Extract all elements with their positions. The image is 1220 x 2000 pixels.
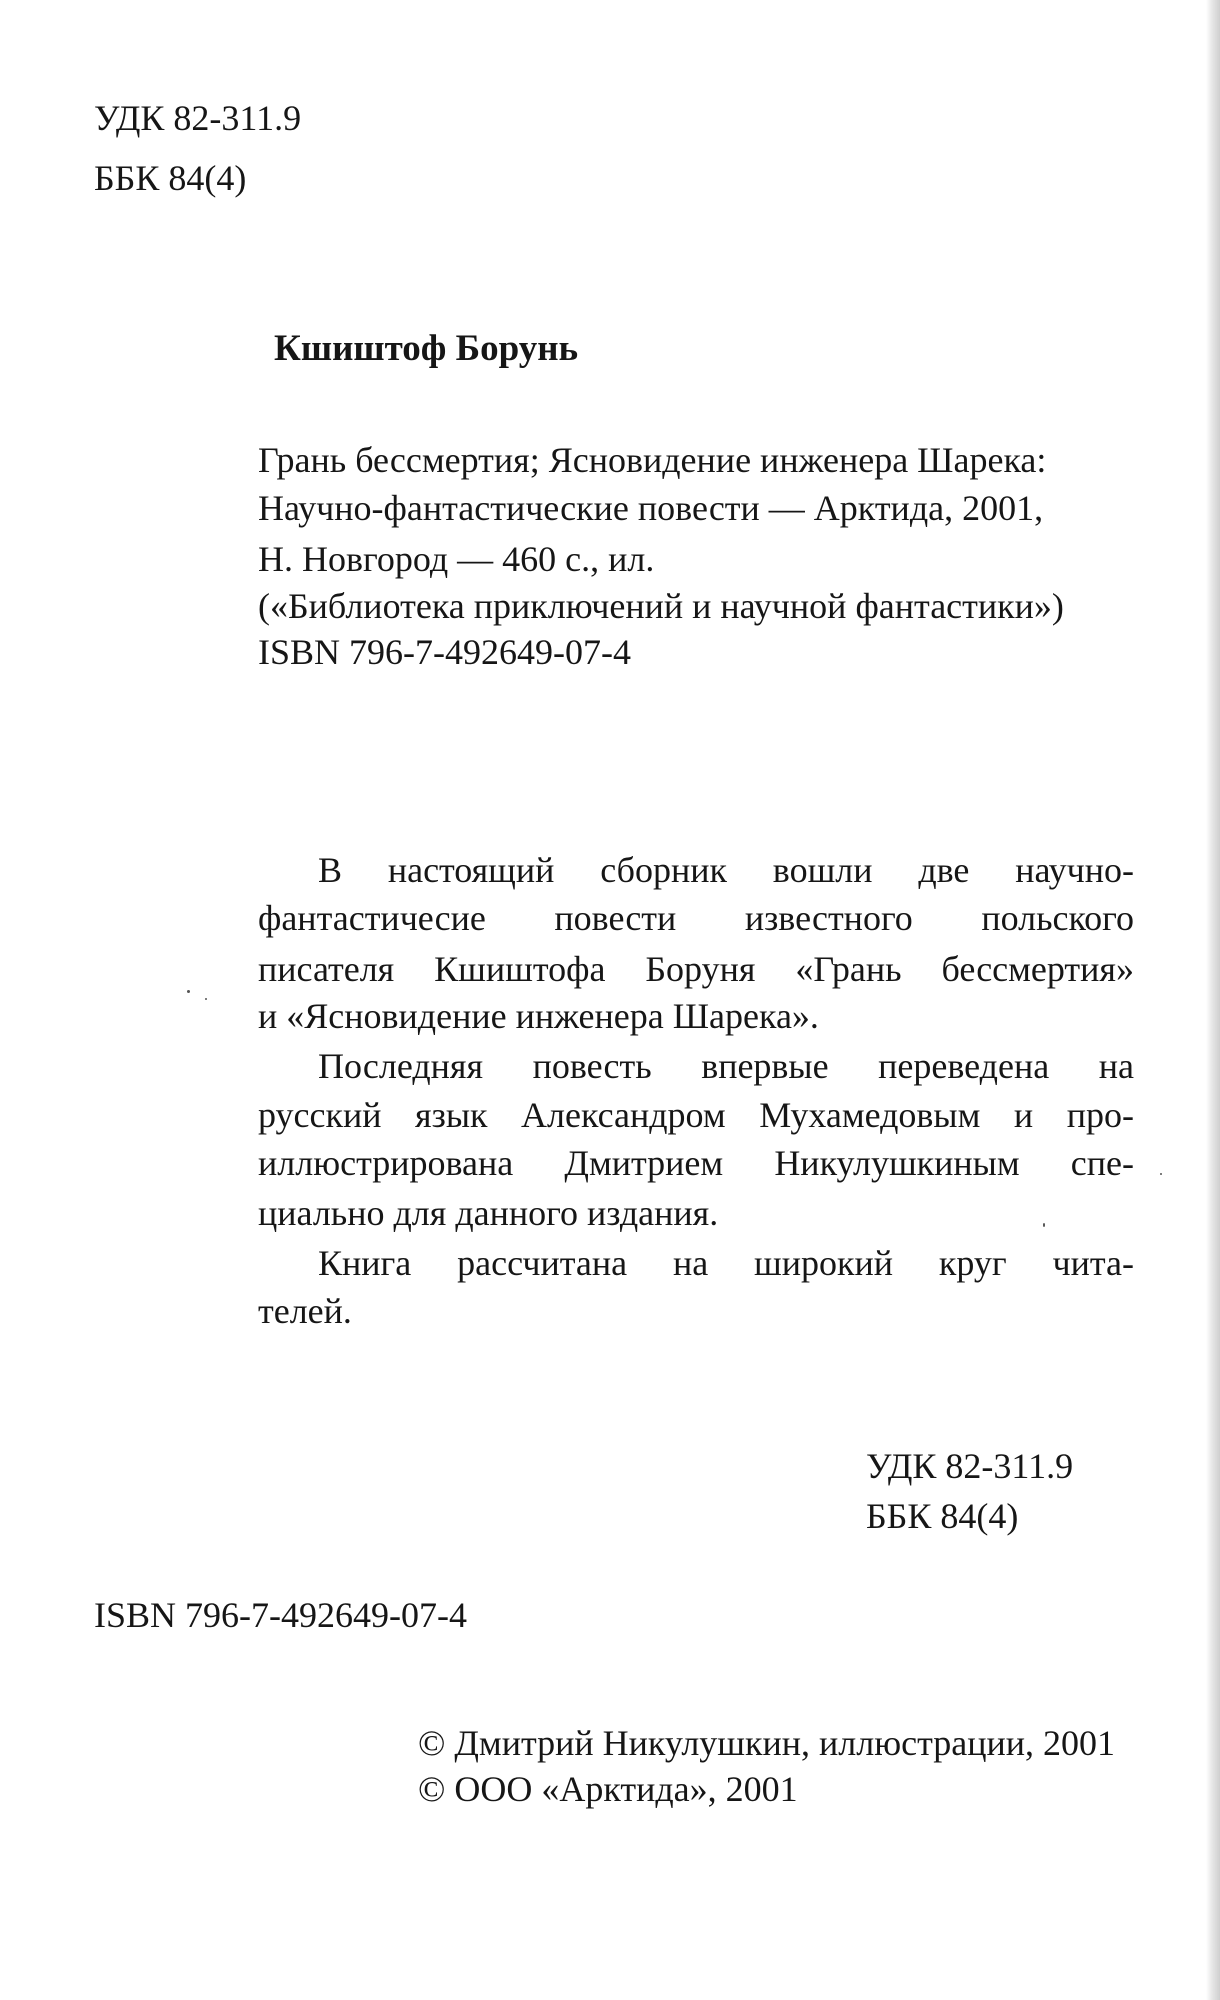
header-bbk: ББК 84(4) — [94, 158, 247, 198]
scan-speck — [1043, 1223, 1045, 1227]
header-udk: УДК 82-311.9 — [94, 98, 302, 138]
annotation-p2-line-1: Последняя повесть впервые переведена на — [318, 1046, 1134, 1086]
classification-bbk: ББК 84(4) — [866, 1496, 1019, 1536]
bib-line-2: Научно-фантастические повести — Арктида, 2001, — [258, 488, 1044, 528]
author-name: Кшиштоф Борунь — [274, 328, 579, 369]
scan-speck — [1160, 1173, 1162, 1175]
bib-line-3: Н. Новгород — 460 с., ил. — [258, 539, 655, 579]
scan-speck — [187, 990, 190, 993]
bib-line-1: Грань бессмертия; Ясновидение инженера Шарека: — [258, 440, 1047, 480]
page-edge-shadow — [1206, 0, 1220, 2000]
annotation-p3-line-1: Книга рассчитана на широкий круг чита- — [318, 1243, 1134, 1283]
annotation-p2-line-2: русский язык Александром Мухамедовым и про- — [258, 1095, 1134, 1135]
annotation-p1-line-2: фантастичесие повести известного польского — [258, 898, 1134, 938]
bib-line-5: ISBN 796-7-492649-07-4 — [258, 632, 631, 672]
bib-line-4: («Библиотека приключений и научной фантастики») — [258, 586, 1064, 626]
annotation-p1-line-1: В настоящий сборник вошли две научно- — [318, 850, 1134, 890]
annotation-p2-line-3: иллюстрирована Дмитрием Никулушкиным спе- — [258, 1143, 1134, 1183]
copyright-line-1: © Дмитрий Никулушкин, иллюстрации, 2001 — [418, 1723, 1116, 1763]
isbn: ISBN 796-7-492649-07-4 — [94, 1595, 467, 1635]
classification-udk: УДК 82-311.9 — [866, 1446, 1074, 1486]
annotation-p3-line-2: телей. — [258, 1291, 352, 1331]
annotation-p1-line-3: писателя Кшиштофа Боруня «Грань бессмертия» — [258, 949, 1134, 989]
scan-speck — [205, 998, 207, 1000]
annotation-p1-line-4: и «Ясновидение инженера Шарека». — [258, 996, 819, 1036]
copyright-line-2: © ООО «Арктида», 2001 — [418, 1769, 798, 1809]
annotation-p2-line-4: циально для данного издания. — [258, 1193, 719, 1233]
